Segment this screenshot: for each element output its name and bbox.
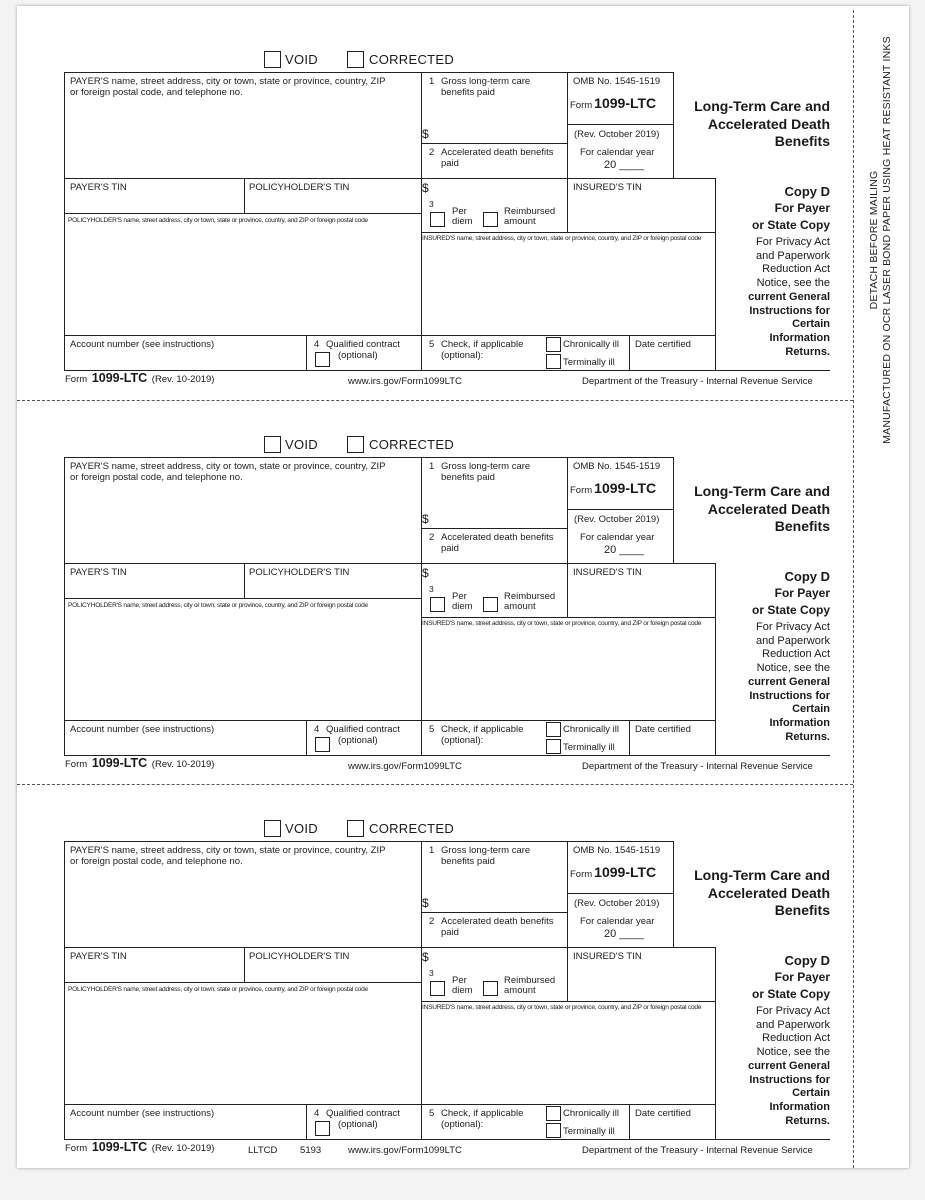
form-id: Form 1099-LTC (570, 95, 657, 111)
corrected-label: CORRECTED (369, 437, 455, 452)
terminally-ill-checkbox[interactable] (546, 739, 561, 754)
box2-number: 2 (429, 147, 435, 158)
form-title: Long-Term Care and Accelerated Death Benefits (694, 98, 830, 149)
copy-d-title: Copy D (784, 184, 830, 199)
box1-amount-field[interactable] (434, 102, 562, 140)
box4-label: Qualified contract (optional) (326, 724, 400, 746)
policyholder-tin-field[interactable] (249, 579, 417, 596)
corrected-checkbox[interactable] (347, 820, 364, 837)
box2-number: 2 (429, 916, 435, 927)
date-certified-label: Date certified (635, 1108, 691, 1119)
date-certified-field[interactable] (635, 1120, 711, 1137)
box2-dollar: $ (422, 181, 429, 195)
payer-name-label: PAYER'S name, street address, city or town, state or province, country, ZIP or foreign postal code, and telephone no. (70, 461, 386, 483)
payer-tin-field[interactable] (70, 963, 240, 980)
policyholder-tin-label: POLICYHOLDER'S TIN (249, 951, 350, 962)
footer-url[interactable]: www.irs.gov/Form1099LTC (348, 1145, 462, 1156)
qualified-contract-checkbox[interactable] (315, 1121, 330, 1136)
box5-label: Check, if applicable (optional): (441, 339, 524, 361)
account-number-field[interactable] (70, 736, 302, 753)
date-certified-field[interactable] (635, 736, 711, 753)
date-certified-label: Date certified (635, 724, 691, 735)
terminally-ill-checkbox[interactable] (546, 354, 561, 369)
account-number-label: Account number (see instructions) (70, 339, 215, 350)
payer-tin-field[interactable] (70, 194, 240, 211)
form-copy-1 (0, 6, 925, 391)
box5-label: Check, if applicable (optional): (441, 724, 524, 746)
box2-label: Accelerated death benefits paid (441, 532, 554, 554)
void-checkbox[interactable] (264, 436, 281, 453)
box2-amount-field[interactable] (434, 938, 562, 946)
copy-d-title: Copy D (784, 569, 830, 584)
box3-number: 3 (429, 199, 434, 209)
corrected-label: CORRECTED (369, 821, 455, 836)
policyholder-address-label: POLICYHOLDER'S name, street address, city or town, state or province, country, and ZIP or foreign postal code (68, 986, 368, 993)
policyholder-address-field[interactable] (68, 613, 417, 717)
omb-number: OMB No. 1545-1519 (573, 845, 661, 856)
calendar-year-label: For calendar year (580, 147, 655, 158)
void-checkbox[interactable] (264, 51, 281, 68)
chronically-ill-checkbox[interactable] (546, 722, 561, 737)
account-number-field[interactable] (70, 1120, 302, 1137)
form-revision: (Rev. October 2019) (574, 898, 660, 909)
chronically-ill-checkbox[interactable] (546, 337, 561, 352)
omb-number: OMB No. 1545-1519 (573, 461, 661, 472)
void-label: VOID (285, 437, 318, 452)
policyholder-tin-field[interactable] (249, 963, 417, 980)
footer-form-id: Form 1099-LTC (Rev. 10-2019) (65, 756, 215, 770)
chronically-ill-label: Chronically ill (563, 339, 619, 350)
insured-tin-label: INSURED'S TIN (573, 182, 642, 193)
box2-dollar: $ (422, 566, 429, 580)
box4-label: Qualified contract (optional) (326, 1108, 400, 1130)
form-id: Form 1099-LTC (570, 864, 657, 880)
calendar-year-field[interactable]: 20 ____ (604, 159, 644, 171)
footer-form-id: Form 1099-LTC (Rev. 10-2019) (65, 371, 215, 385)
reimbursed-checkbox[interactable] (483, 212, 498, 227)
payer-tin-label: PAYER'S TIN (70, 567, 127, 578)
box3-number: 3 (429, 584, 434, 594)
omb-number: OMB No. 1545-1519 (573, 76, 661, 87)
box2-number: 2 (429, 532, 435, 543)
insured-tin-field[interactable] (573, 579, 711, 613)
side-notice-line-1: DETACH BEFORE MAILING (868, 170, 880, 310)
copy-d-block: Copy D For Payer or State Copy For Privacy Act and Paperwork Reduction Act Notice, see the current General Instructions for Certain Information Returns. (720, 183, 830, 359)
footer-codes: LLTCD 5193 (248, 1145, 322, 1156)
reimbursed-checkbox[interactable] (483, 597, 498, 612)
box4-number: 4 (314, 339, 320, 350)
payer-tin-label: PAYER'S TIN (70, 951, 127, 962)
chronically-ill-label: Chronically ill (563, 1108, 619, 1119)
date-certified-field[interactable] (635, 351, 711, 368)
form-title: Long-Term Care and Accelerated Death Benefits (694, 867, 830, 918)
box5-label: Check, if applicable (optional): (441, 1108, 524, 1130)
payer-name-label: PAYER'S name, street address, city or town, state or province, country, ZIP or foreign postal code, and telephone no. (70, 845, 386, 867)
insured-address-label: INSURED'S name, street address, city or town, state or province, country, and ZIP or foreign postal code (422, 235, 702, 242)
footer-department: Department of the Treasury - Internal Revenue Service (582, 761, 813, 772)
terminally-ill-label: Terminally ill (563, 357, 615, 368)
corrected-checkbox[interactable] (347, 51, 364, 68)
reimbursed-label: Reimbursed amount (504, 591, 556, 612)
insured-tin-label: INSURED'S TIN (573, 951, 642, 962)
void-label: VOID (285, 52, 318, 67)
box2-amount-field[interactable] (434, 169, 562, 177)
copy-d-block: Copy D For Payer or State Copy For Privacy Act and Paperwork Reduction Act Notice, see the current General Instructions for Certain Information Returns. (720, 568, 830, 744)
box1-dollar: $ (422, 896, 429, 910)
date-certified-label: Date certified (635, 339, 691, 350)
qualified-contract-checkbox[interactable] (315, 737, 330, 752)
box2-label: Accelerated death benefits paid (441, 916, 554, 938)
payer-name-label: PAYER'S name, street address, city or town, state or province, country, ZIP or foreign postal code, and telephone no. (70, 76, 386, 98)
insured-address-field[interactable] (424, 631, 711, 717)
form-revision: (Rev. October 2019) (574, 129, 660, 140)
policyholder-address-field[interactable] (68, 228, 417, 332)
payer-name-field[interactable] (70, 102, 415, 172)
policyholder-tin-field[interactable] (249, 194, 417, 211)
copy-d-title: Copy D (784, 953, 830, 968)
box4-number: 4 (314, 724, 320, 735)
policyholder-address-field[interactable] (68, 997, 417, 1101)
box1-label: Gross long-term care benefits paid (441, 845, 531, 867)
account-number-label: Account number (see instructions) (70, 1108, 215, 1119)
insured-address-field[interactable] (424, 1015, 711, 1101)
box3-number: 3 (429, 968, 434, 978)
account-number-label: Account number (see instructions) (70, 724, 215, 735)
form-title: Long-Term Care and Accelerated Death Benefits (694, 483, 830, 534)
box2-label: Accelerated death benefits paid (441, 147, 554, 169)
footer-url[interactable]: www.irs.gov/Form1099LTC (348, 761, 462, 772)
reimbursed-label: Reimbursed amount (504, 975, 556, 996)
box1-number: 1 (429, 845, 435, 856)
box2-dollar: $ (422, 950, 429, 964)
box1-number: 1 (429, 461, 435, 472)
form-id: Form 1099-LTC (570, 480, 657, 496)
payer-name-field[interactable] (70, 487, 415, 557)
payer-name-field[interactable] (70, 871, 415, 941)
per-diem-checkbox[interactable] (430, 597, 445, 612)
box2-amount-field[interactable] (434, 554, 562, 562)
box4-number: 4 (314, 1108, 320, 1119)
per-diem-label: Per diem (452, 206, 473, 227)
reimbursed-checkbox[interactable] (483, 981, 498, 996)
payer-tin-field[interactable] (70, 579, 240, 596)
form-copy-2 (0, 391, 925, 776)
policyholder-address-label: POLICYHOLDER'S name, street address, city or town, state or province, country, and ZIP or foreign postal code (68, 602, 368, 609)
terminally-ill-label: Terminally ill (563, 1126, 615, 1137)
box1-amount-field[interactable] (434, 487, 562, 525)
footer-form-id: Form 1099-LTC (Rev. 10-2019) (65, 1140, 215, 1154)
reimbursed-label: Reimbursed amount (504, 206, 556, 227)
footer-department: Department of the Treasury - Internal Revenue Service (582, 376, 813, 387)
per-diem-checkbox[interactable] (430, 212, 445, 227)
policyholder-tin-label: POLICYHOLDER'S TIN (249, 182, 350, 193)
per-diem-label: Per diem (452, 975, 473, 996)
form-copy-3 (0, 775, 925, 1160)
footer-url[interactable]: www.irs.gov/Form1099LTC (348, 376, 462, 387)
box4-label: Qualified contract (optional) (326, 339, 400, 361)
terminally-ill-checkbox[interactable] (546, 1123, 561, 1138)
box5-number: 5 (429, 339, 435, 350)
insured-address-label: INSURED'S name, street address, city or town, state or province, country, and ZIP or foreign postal code (422, 1004, 702, 1011)
calendar-year-label: For calendar year (580, 532, 655, 543)
insured-address-field[interactable] (424, 246, 711, 332)
corrected-label: CORRECTED (369, 52, 455, 67)
box1-number: 1 (429, 76, 435, 87)
calendar-year-field[interactable]: 20 ____ (604, 544, 644, 556)
policyholder-tin-label: POLICYHOLDER'S TIN (249, 567, 350, 578)
form-revision: (Rev. October 2019) (574, 514, 660, 525)
policyholder-address-label: POLICYHOLDER'S name, street address, city or town, state or province, country, and ZIP or foreign postal code (68, 217, 368, 224)
qualified-contract-checkbox[interactable] (315, 352, 330, 367)
per-diem-label: Per diem (452, 591, 473, 612)
payer-tin-label: PAYER'S TIN (70, 182, 127, 193)
box5-number: 5 (429, 724, 435, 735)
box1-dollar: $ (422, 512, 429, 526)
calendar-year-label: For calendar year (580, 916, 655, 927)
side-notice-line-2: MANUFACTURED ON OCR LASER BOND PAPER USING HEAT RESISTANT INKS (881, 36, 893, 444)
footer-department: Department of the Treasury - Internal Revenue Service (582, 1145, 813, 1156)
box1-label: Gross long-term care benefits paid (441, 461, 531, 483)
void-checkbox[interactable] (264, 820, 281, 837)
account-number-field[interactable] (70, 351, 302, 368)
corrected-checkbox[interactable] (347, 436, 364, 453)
insured-tin-label: INSURED'S TIN (573, 567, 642, 578)
per-diem-checkbox[interactable] (430, 981, 445, 996)
chronically-ill-label: Chronically ill (563, 724, 619, 735)
calendar-year-field[interactable]: 20 ____ (604, 928, 644, 940)
void-label: VOID (285, 821, 318, 836)
terminally-ill-label: Terminally ill (563, 742, 615, 753)
insured-tin-field[interactable] (573, 194, 711, 228)
box1-label: Gross long-term care benefits paid (441, 76, 531, 98)
box1-amount-field[interactable] (434, 871, 562, 909)
box1-dollar: $ (422, 127, 429, 141)
box5-number: 5 (429, 1108, 435, 1119)
chronically-ill-checkbox[interactable] (546, 1106, 561, 1121)
insured-tin-field[interactable] (573, 963, 711, 997)
copy-d-block: Copy D For Payer or State Copy For Privacy Act and Paperwork Reduction Act Notice, see the current General Instructions for Certain Information Returns. (720, 952, 830, 1128)
insured-address-label: INSURED'S name, street address, city or town, state or province, country, and ZIP or foreign postal code (422, 620, 702, 627)
